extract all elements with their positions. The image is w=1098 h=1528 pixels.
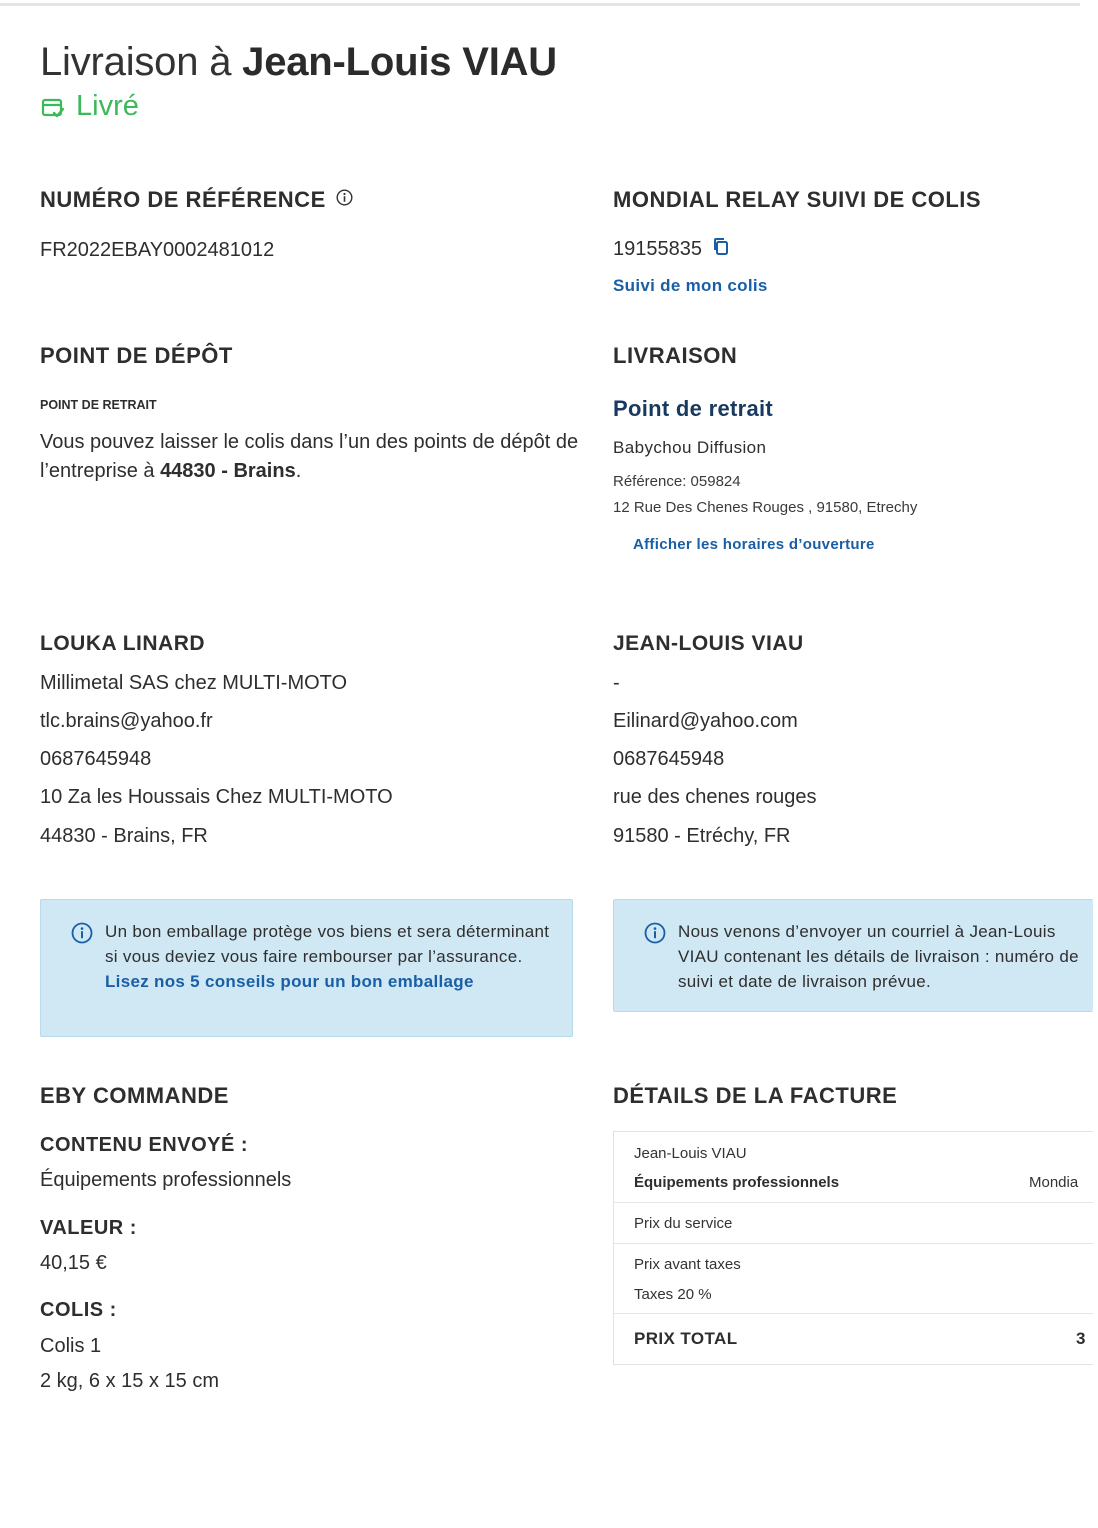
sender-street: 10 Za les Houssais Chez MULTI-MOTO: [40, 786, 393, 808]
total-price-label: PRIX TOTAL: [634, 1329, 738, 1348]
copy-icon[interactable]: [712, 237, 730, 257]
receiver-street: rue des chenes rouges: [613, 786, 817, 808]
reference-heading: NUMÉRO DE RÉFÉRENCE: [40, 187, 353, 213]
sender-heading: LOUKA LINARD: [40, 632, 206, 655]
service-price-label: Prix du service: [634, 1215, 733, 1232]
status-label: Livré: [76, 90, 139, 122]
invoice-carrier: Mondia: [1029, 1174, 1079, 1191]
invoice-item: Équipements professionnels: [634, 1174, 840, 1191]
receiver-city: 91580 - Etréchy, FR: [613, 825, 791, 847]
relay-address: 12 Rue Des Chenes Rouges , 91580, Etrechy: [613, 499, 918, 516]
sender-company: Millimetal SAS chez MULTI-MOTO: [40, 672, 348, 694]
reference-number: FR2022EBAY0002481012: [40, 239, 275, 261]
tracking-heading: MONDIAL RELAY SUIVI DE COLIS: [613, 187, 982, 212]
invoice-tax-row: [614, 1244, 1093, 1314]
receiver-heading: JEAN-LOUIS VIAU: [613, 632, 804, 655]
receiver-phone: 0687645948: [613, 748, 725, 770]
top-divider: [0, 3, 1080, 6]
parcel-label: COLIS :: [40, 1299, 117, 1321]
value-label: VALEUR :: [40, 1217, 137, 1239]
parcel-name: Colis 1: [40, 1335, 102, 1357]
email-notice: [613, 899, 1093, 1012]
invoice-item-row: [614, 1132, 1093, 1203]
depot-subheading: POINT DE RETRAIT: [40, 398, 157, 412]
package-delivered-icon: [40, 94, 66, 120]
sender-city: 44830 - Brains, FR: [40, 825, 208, 847]
track-parcel-link[interactable]: Suivi de mon colis: [613, 276, 768, 295]
price-before-tax-label: Prix avant taxes: [634, 1256, 741, 1273]
packing-notice-text: Un bon emballage protège vos biens et sera déterminant si vous deviez vous faire rembourser par l’assurance. Lisez nos 5 conseils pour un bon emballage: [105, 922, 550, 991]
info-icon[interactable]: [336, 189, 353, 206]
invoice-service-row: [614, 1203, 1093, 1244]
depot-heading: POINT DE DÉPÔT: [40, 343, 233, 368]
opening-hours-link[interactable]: Afficher les horaires d’ouverture: [633, 536, 875, 553]
depot-description: Vous pouvez laisser le colis dans l’un des points de dépôt de l’entreprise à 44830 - Brains.: [40, 431, 579, 482]
total-price-value: 3: [1076, 1329, 1086, 1348]
delivery-type: Point de retrait: [613, 396, 774, 421]
delivery-heading: LIVRAISON: [613, 343, 738, 368]
relay-reference: Référence: 059824: [613, 473, 741, 490]
parcel-details: 2 kg, 6 x 15 x 15 cm: [40, 1370, 219, 1392]
value-amount: 40,15 €: [40, 1252, 107, 1274]
order-heading: EBY COMMANDE: [40, 1083, 229, 1108]
invoice-heading: DÉTAILS DE LA FACTURE: [613, 1083, 898, 1108]
packing-tips-link[interactable]: Lisez nos 5 conseils pour un bon emballage: [105, 972, 474, 991]
content-value: Équipements professionnels: [40, 1169, 292, 1191]
email-notice-text: Nous venons d’envoyer un courriel à Jean-Louis VIAU contenant les détails de livraison : numéro de suivi et date de livraison prévue.: [678, 922, 1079, 991]
receiver-email: Eilinard@yahoo.com: [613, 710, 798, 732]
relay-name: Babychou Diffusion: [613, 438, 767, 457]
page-title: Livraison à Jean-Louis VIAU: [40, 40, 557, 84]
info-icon: [71, 922, 93, 944]
content-label: CONTENU ENVOYÉ :: [40, 1134, 249, 1156]
tracking-number: 19155835: [613, 238, 730, 261]
info-icon: [644, 922, 666, 944]
sender-email: tlc.brains@yahoo.fr: [40, 710, 213, 732]
packing-notice: [40, 899, 573, 1037]
receiver-company: -: [613, 672, 620, 694]
sender-phone: 0687645948: [40, 748, 152, 770]
invoice-client: Jean-Louis VIAU: [634, 1145, 747, 1162]
invoice-table: [613, 1131, 1093, 1365]
delivery-status: [40, 90, 139, 123]
taxes-label: Taxes 20 %: [634, 1286, 712, 1303]
